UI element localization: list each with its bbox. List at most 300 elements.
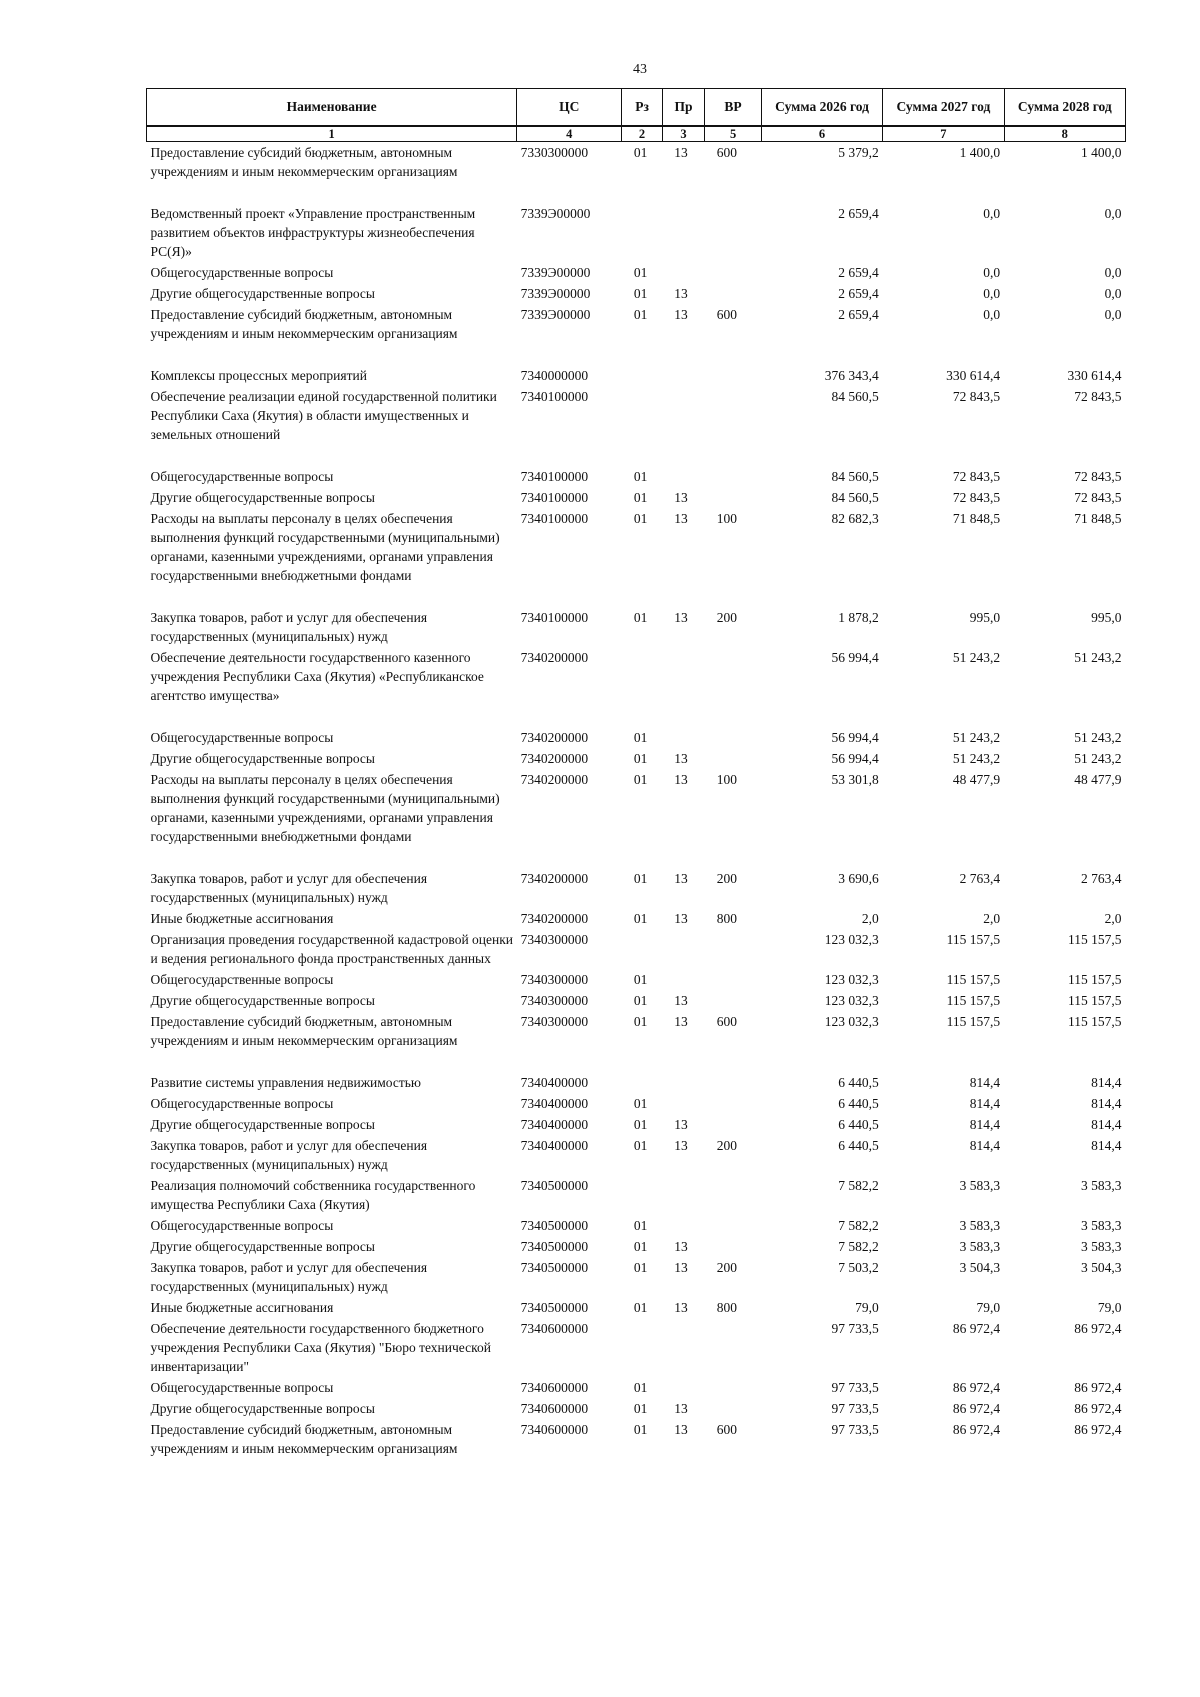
row-sum-2027: 3 583,3 [959, 1218, 1001, 1233]
row-vr-code [705, 283, 762, 304]
row-vr-code: 600 [716, 1422, 737, 1437]
row-sum-2027: 3 504,3 [959, 1260, 1001, 1275]
row-sum-2028: 86 972,4 [1074, 1422, 1122, 1437]
row-name: Иные бюджетные ассигнования [150, 911, 334, 926]
row-sum-2027: 79,0 [976, 1300, 1001, 1315]
row-pr-code: 13 [674, 307, 688, 322]
row-sum-2026: 97 733,5 [831, 1422, 879, 1437]
row-rz-code [622, 203, 662, 262]
row-cs-code: 7339Э00000 [520, 286, 591, 301]
table-row [147, 466, 1126, 487]
row-rz-code: 01 [633, 993, 648, 1008]
row-sum-2027: 0,0 [983, 265, 1001, 280]
row-vr-code [705, 1215, 762, 1236]
row-vr-code [705, 1093, 762, 1114]
row-vr-code [705, 1318, 762, 1377]
row-sum-2028: 1 400,0 [1081, 145, 1122, 160]
row-sum-2027: 330 614,4 [946, 368, 1001, 383]
table-row [147, 386, 1126, 466]
header-sum-2028: Сумма 2028 год [1004, 89, 1125, 127]
row-cs-code: 7340100000 [520, 490, 589, 505]
row-sum-2026: 7 582,2 [838, 1239, 879, 1254]
row-sum-2026: 7 582,2 [838, 1218, 879, 1233]
row-cs-code: 7340600000 [520, 1422, 589, 1437]
row-cs-code: 7340100000 [520, 389, 589, 404]
budget-table [146, 88, 1126, 1459]
row-rz-code: 01 [633, 1218, 648, 1233]
row-sum-2026: 84 560,5 [831, 490, 879, 505]
row-sum-2026: 56 994,4 [831, 751, 879, 766]
column-number-row [147, 126, 1126, 142]
row-sum-2026: 97 733,5 [831, 1401, 879, 1416]
row-pr-code: 13 [674, 490, 688, 505]
table-row [147, 990, 1126, 1011]
row-cs-code: 7340300000 [520, 1014, 589, 1029]
table-row [147, 365, 1126, 386]
row-vr-code: 800 [716, 911, 737, 926]
row-sum-2028: 3 583,3 [1081, 1239, 1122, 1254]
row-rz-code: 01 [633, 1401, 648, 1416]
table-row [147, 1419, 1126, 1459]
row-sum-2027: 995,0 [969, 610, 1001, 625]
row-pr-code [662, 365, 704, 386]
table-row [147, 969, 1126, 990]
row-sum-2028: 48 477,9 [1074, 772, 1122, 787]
row-cs-code: 7340200000 [520, 871, 589, 886]
row-rz-code: 01 [633, 1117, 648, 1132]
table-row [147, 727, 1126, 748]
row-vr-code: 200 [716, 610, 737, 625]
row-sum-2027: 0,0 [983, 307, 1001, 322]
row-rz-code: 01 [633, 145, 648, 160]
row-pr-code [662, 1072, 704, 1093]
row-cs-code: 7339Э00000 [520, 265, 591, 280]
row-name: Комплексы процессных мероприятий [150, 368, 367, 383]
row-sum-2028: 72 843,5 [1074, 490, 1122, 505]
row-sum-2028: 51 243,2 [1074, 650, 1122, 665]
row-sum-2027: 814,4 [969, 1138, 1001, 1153]
row-vr-code [705, 727, 762, 748]
row-sum-2028: 115 157,5 [1068, 972, 1122, 987]
row-name: Закупка товаров, работ и услуг для обеспечения государственных (муниципальных) нужд [150, 871, 428, 905]
row-name: Предоставление субсидий бюджетным, автономным учреждениям и иным некоммерческим организациям [150, 1422, 458, 1456]
row-pr-code: 13 [674, 911, 688, 926]
row-pr-code [662, 1215, 704, 1236]
row-name: Другие общегосударственные вопросы [150, 286, 375, 301]
row-sum-2028: 0,0 [1104, 206, 1122, 221]
table-row [147, 1215, 1126, 1236]
row-pr-code: 13 [674, 871, 688, 886]
row-pr-code: 13 [674, 145, 688, 160]
row-pr-code [662, 1093, 704, 1114]
column-number: 8 [1004, 126, 1125, 142]
table-row [147, 929, 1126, 969]
row-sum-2028: 814,4 [1091, 1075, 1122, 1090]
row-sum-2027: 3 583,3 [959, 1178, 1001, 1193]
row-sum-2027: 1 400,0 [959, 145, 1001, 160]
row-cs-code: 7340200000 [520, 772, 589, 787]
row-sum-2026: 123 032,3 [824, 932, 879, 947]
row-sum-2027: 2,0 [983, 911, 1001, 926]
table-row [147, 1072, 1126, 1093]
row-sum-2028: 51 243,2 [1074, 751, 1122, 766]
row-sum-2028: 814,4 [1091, 1138, 1122, 1153]
row-rz-code [622, 1318, 662, 1377]
row-sum-2026: 6 440,5 [838, 1117, 879, 1132]
row-cs-code: 7340100000 [520, 469, 589, 484]
table-row [147, 769, 1126, 868]
row-rz-code: 01 [633, 265, 648, 280]
row-sum-2026: 6 440,5 [838, 1075, 879, 1090]
row-name: Общегосударственные вопросы [150, 730, 334, 745]
row-rz-code [622, 929, 662, 969]
row-name: Другие общегосударственные вопросы [150, 751, 375, 766]
row-cs-code: 7340300000 [520, 972, 589, 987]
row-vr-code [705, 647, 762, 727]
row-sum-2026: 97 733,5 [831, 1321, 879, 1336]
row-vr-code: 100 [716, 511, 737, 526]
row-rz-code: 01 [633, 1300, 648, 1315]
row-pr-code: 13 [674, 1422, 688, 1437]
row-rz-code: 01 [633, 286, 648, 301]
row-rz-code: 01 [633, 772, 648, 787]
row-cs-code: 7340600000 [520, 1401, 589, 1416]
row-rz-code: 01 [633, 751, 648, 766]
row-rz-code: 01 [633, 307, 648, 322]
row-cs-code: 7340600000 [520, 1380, 589, 1395]
row-sum-2026: 2 659,4 [838, 206, 879, 221]
row-name: Предоставление субсидий бюджетным, автономным учреждениям и иным некоммерческим организациям [150, 1014, 458, 1048]
row-sum-2027: 3 583,3 [959, 1239, 1001, 1254]
column-number: 6 [761, 126, 882, 142]
row-sum-2027: 51 243,2 [952, 751, 1001, 766]
row-sum-2028: 0,0 [1104, 265, 1122, 280]
row-name: Общегосударственные вопросы [150, 1218, 334, 1233]
row-cs-code: 7339Э00000 [520, 206, 591, 221]
row-sum-2026: 123 032,3 [824, 993, 879, 1008]
row-cs-code: 7339Э00000 [520, 307, 591, 322]
row-pr-code: 13 [674, 1117, 688, 1132]
row-name: Обеспечение деятельности государственного бюджетного учреждения Республики Саха (Якутия) "Бюро технической инвентаризации" [150, 1321, 491, 1374]
row-rz-code [622, 365, 662, 386]
row-name: Общегосударственные вопросы [150, 972, 334, 987]
row-pr-code: 13 [674, 1014, 688, 1029]
row-cs-code: 7340400000 [520, 1096, 589, 1111]
header-name: Наименование [147, 89, 517, 127]
row-sum-2027: 2 763,4 [959, 871, 1001, 886]
table-row [147, 1011, 1126, 1072]
row-cs-code: 7340100000 [520, 511, 589, 526]
row-name: Другие общегосударственные вопросы [150, 993, 375, 1008]
row-name: Реализация полномочий собственника государственного имущества Республики Саха (Якутия) [150, 1178, 476, 1212]
row-pr-code: 13 [674, 1300, 688, 1315]
row-cs-code: 7340400000 [520, 1138, 589, 1153]
row-name: Обеспечение деятельности государственного казенного учреждения Республики Саха (Якутия) «Республиканское агентство имущества» [150, 650, 484, 703]
row-pr-code [662, 969, 704, 990]
row-name: Общегосударственные вопросы [150, 469, 334, 484]
table-row [147, 748, 1126, 769]
row-sum-2028: 814,4 [1091, 1117, 1122, 1132]
row-vr-code [705, 1072, 762, 1093]
row-vr-code: 600 [716, 307, 737, 322]
column-number: 7 [883, 126, 1004, 142]
row-sum-2026: 53 301,8 [831, 772, 879, 787]
row-vr-code [705, 262, 762, 283]
table-row [147, 283, 1126, 304]
row-sum-2028: 2 763,4 [1081, 871, 1122, 886]
row-sum-2027: 51 243,2 [952, 650, 1001, 665]
row-sum-2027: 72 843,5 [952, 389, 1001, 404]
row-sum-2026: 3 690,6 [838, 871, 879, 886]
column-number: 1 [147, 126, 517, 142]
row-vr-code [705, 1175, 762, 1215]
row-pr-code [662, 1318, 704, 1377]
row-sum-2028: 995,0 [1091, 610, 1122, 625]
row-sum-2028: 86 972,4 [1074, 1380, 1122, 1395]
table-row [147, 1135, 1126, 1175]
row-sum-2028: 3 583,3 [1081, 1218, 1122, 1233]
row-cs-code: 7340400000 [520, 1075, 589, 1090]
row-rz-code [622, 1175, 662, 1215]
table-row [147, 607, 1126, 647]
column-number: 3 [662, 126, 704, 142]
row-sum-2027: 86 972,4 [952, 1401, 1001, 1416]
row-name: Другие общегосударственные вопросы [150, 1239, 375, 1254]
row-cs-code: 7330300000 [520, 145, 589, 160]
table-row [147, 508, 1126, 607]
row-rz-code: 01 [633, 911, 648, 926]
row-vr-code [705, 1114, 762, 1135]
table-row [147, 1236, 1126, 1257]
row-cs-code: 7340500000 [520, 1300, 589, 1315]
row-name: Другие общегосударственные вопросы [150, 1401, 375, 1416]
row-pr-code [662, 262, 704, 283]
row-vr-code [705, 929, 762, 969]
row-cs-code: 7340100000 [520, 610, 589, 625]
row-sum-2026: 123 032,3 [824, 972, 879, 987]
row-rz-code [622, 647, 662, 727]
row-cs-code: 7340200000 [520, 650, 589, 665]
row-sum-2027: 71 848,5 [952, 511, 1001, 526]
header-pr: Пр [662, 89, 704, 127]
row-cs-code: 7340500000 [520, 1178, 589, 1193]
row-rz-code: 01 [633, 490, 648, 505]
row-vr-code: 100 [716, 772, 737, 787]
table-body [147, 142, 1126, 1460]
table-row [147, 304, 1126, 365]
row-sum-2026: 7 582,2 [838, 1178, 879, 1193]
row-pr-code [662, 1377, 704, 1398]
row-sum-2028: 814,4 [1091, 1096, 1122, 1111]
row-name: Закупка товаров, работ и услуг для обеспечения государственных (муниципальных) нужд [150, 1138, 428, 1172]
row-vr-code: 200 [716, 1260, 737, 1275]
row-sum-2026: 82 682,3 [831, 511, 879, 526]
column-number: 2 [622, 126, 662, 142]
row-rz-code: 01 [633, 469, 648, 484]
row-rz-code: 01 [633, 1239, 648, 1254]
row-sum-2028: 0,0 [1104, 286, 1122, 301]
table-row [147, 1297, 1126, 1318]
row-sum-2027: 0,0 [983, 206, 1001, 221]
row-name: Расходы на выплаты персоналу в целях обеспечения выполнения функций государственными (муниципальными) органами, казенными учреждениями, органами управления государственными внебюджетными фондами [150, 511, 500, 583]
row-name: Предоставление субсидий бюджетным, автономным учреждениям и иным некоммерческим организациям [150, 145, 458, 179]
table-row [147, 487, 1126, 508]
row-sum-2026: 7 503,2 [838, 1260, 879, 1275]
column-number: 5 [705, 126, 762, 142]
row-sum-2027: 48 477,9 [952, 772, 1001, 787]
row-rz-code: 01 [633, 972, 648, 987]
row-sum-2026: 2 659,4 [838, 286, 879, 301]
row-sum-2026: 2 659,4 [838, 265, 879, 280]
row-pr-code [662, 203, 704, 262]
row-sum-2028: 71 848,5 [1074, 511, 1122, 526]
row-vr-code [705, 365, 762, 386]
row-rz-code: 01 [633, 1380, 648, 1395]
row-sum-2026: 56 994,4 [831, 650, 879, 665]
row-sum-2026: 376 343,4 [824, 368, 879, 383]
row-rz-code: 01 [633, 1096, 648, 1111]
table-row [147, 1398, 1126, 1419]
budget-table-container [146, 88, 1126, 1459]
row-cs-code: 7340500000 [520, 1260, 589, 1275]
row-sum-2026: 84 560,5 [831, 469, 879, 484]
row-name: Закупка товаров, работ и услуг для обеспечения государственных (муниципальных) нужд [150, 610, 428, 644]
row-pr-code: 13 [674, 511, 688, 526]
table-row [147, 868, 1126, 908]
row-sum-2026: 6 440,5 [838, 1138, 879, 1153]
table-row [147, 262, 1126, 283]
row-sum-2028: 115 157,5 [1068, 993, 1122, 1008]
row-name: Предоставление субсидий бюджетным, автономным учреждениям и иным некоммерческим организациям [150, 307, 458, 341]
row-sum-2026: 84 560,5 [831, 389, 879, 404]
row-rz-code [622, 1072, 662, 1093]
row-vr-code [705, 969, 762, 990]
row-sum-2027: 115 157,5 [946, 932, 1001, 947]
page-number: 43 [633, 62, 647, 77]
header-row [147, 89, 1126, 127]
table-row [147, 1175, 1126, 1215]
row-pr-code: 13 [674, 286, 688, 301]
row-name: Организация проведения государственной кадастровой оценки и ведения регионального фонда пространственных данных [150, 932, 514, 966]
column-number: 4 [517, 126, 622, 142]
row-cs-code: 7340500000 [520, 1239, 589, 1254]
row-name: Общегосударственные вопросы [150, 265, 334, 280]
row-sum-2027: 86 972,4 [952, 1321, 1001, 1336]
row-sum-2027: 86 972,4 [952, 1380, 1001, 1395]
table-row [147, 1114, 1126, 1135]
row-pr-code: 13 [674, 610, 688, 625]
header-rz: Рз [622, 89, 662, 127]
row-rz-code: 01 [633, 1138, 648, 1153]
row-vr-code [705, 1377, 762, 1398]
table-header [147, 89, 1126, 142]
row-cs-code: 7340300000 [520, 932, 589, 947]
row-sum-2026: 2,0 [861, 911, 879, 926]
row-sum-2026: 2 659,4 [838, 307, 879, 322]
row-pr-code [662, 727, 704, 748]
row-sum-2027: 814,4 [969, 1117, 1001, 1132]
row-pr-code [662, 1175, 704, 1215]
row-rz-code [622, 386, 662, 466]
row-sum-2027: 0,0 [983, 286, 1001, 301]
row-sum-2027: 51 243,2 [952, 730, 1001, 745]
row-rz-code: 01 [633, 610, 648, 625]
row-rz-code: 01 [633, 1422, 648, 1437]
row-vr-code: 600 [716, 145, 737, 160]
row-rz-code: 01 [633, 871, 648, 886]
row-sum-2027: 72 843,5 [952, 490, 1001, 505]
row-sum-2028: 86 972,4 [1074, 1401, 1122, 1416]
row-sum-2026: 6 440,5 [838, 1096, 879, 1111]
row-vr-code: 200 [716, 1138, 737, 1153]
row-name: Закупка товаров, работ и услуг для обеспечения государственных (муниципальных) нужд [150, 1260, 428, 1294]
row-sum-2028: 79,0 [1097, 1300, 1122, 1315]
row-name: Другие общегосударственные вопросы [150, 490, 375, 505]
header-vr: ВР [705, 89, 762, 127]
header-sum-2026: Сумма 2026 год [761, 89, 882, 127]
row-vr-code [705, 466, 762, 487]
row-pr-code: 13 [674, 1401, 688, 1416]
row-sum-2026: 123 032,3 [824, 1014, 879, 1029]
row-pr-code: 13 [674, 1260, 688, 1275]
row-rz-code: 01 [633, 730, 648, 745]
row-sum-2026: 97 733,5 [831, 1380, 879, 1395]
table-row [147, 142, 1126, 204]
row-sum-2026: 56 994,4 [831, 730, 879, 745]
row-pr-code: 13 [674, 993, 688, 1008]
row-rz-code: 01 [633, 511, 648, 526]
table-row [147, 647, 1126, 727]
row-sum-2026: 5 379,2 [838, 145, 879, 160]
row-pr-code: 13 [674, 772, 688, 787]
row-vr-code: 600 [716, 1014, 737, 1029]
row-vr-code [705, 748, 762, 769]
table-row [147, 1093, 1126, 1114]
row-pr-code: 13 [674, 1239, 688, 1254]
row-vr-code: 800 [716, 1300, 737, 1315]
row-vr-code [705, 203, 762, 262]
row-cs-code: 7340200000 [520, 730, 589, 745]
header-cs: ЦС [517, 89, 622, 127]
row-sum-2027: 814,4 [969, 1096, 1001, 1111]
row-pr-code [662, 647, 704, 727]
row-name: Другие общегосударственные вопросы [150, 1117, 375, 1132]
table-row [147, 1257, 1126, 1297]
row-cs-code: 7340500000 [520, 1218, 589, 1233]
table-row [147, 1318, 1126, 1377]
row-sum-2028: 115 157,5 [1068, 1014, 1122, 1029]
row-sum-2027: 115 157,5 [946, 972, 1001, 987]
row-cs-code: 7340000000 [520, 368, 589, 383]
row-cs-code: 7340300000 [520, 993, 589, 1008]
row-name: Общегосударственные вопросы [150, 1380, 334, 1395]
row-sum-2028: 51 243,2 [1074, 730, 1122, 745]
row-name: Иные бюджетные ассигнования [150, 1300, 334, 1315]
row-sum-2027: 86 972,4 [952, 1422, 1001, 1437]
row-sum-2028: 72 843,5 [1074, 389, 1122, 404]
row-vr-code [705, 386, 762, 466]
row-sum-2028: 0,0 [1104, 307, 1122, 322]
row-sum-2028: 330 614,4 [1067, 368, 1122, 383]
table-row [147, 908, 1126, 929]
row-pr-code [662, 929, 704, 969]
row-sum-2028: 72 843,5 [1074, 469, 1122, 484]
row-sum-2028: 86 972,4 [1074, 1321, 1122, 1336]
row-sum-2026: 1 878,2 [838, 610, 879, 625]
row-sum-2028: 2,0 [1104, 911, 1122, 926]
row-pr-code [662, 386, 704, 466]
row-pr-code [662, 466, 704, 487]
